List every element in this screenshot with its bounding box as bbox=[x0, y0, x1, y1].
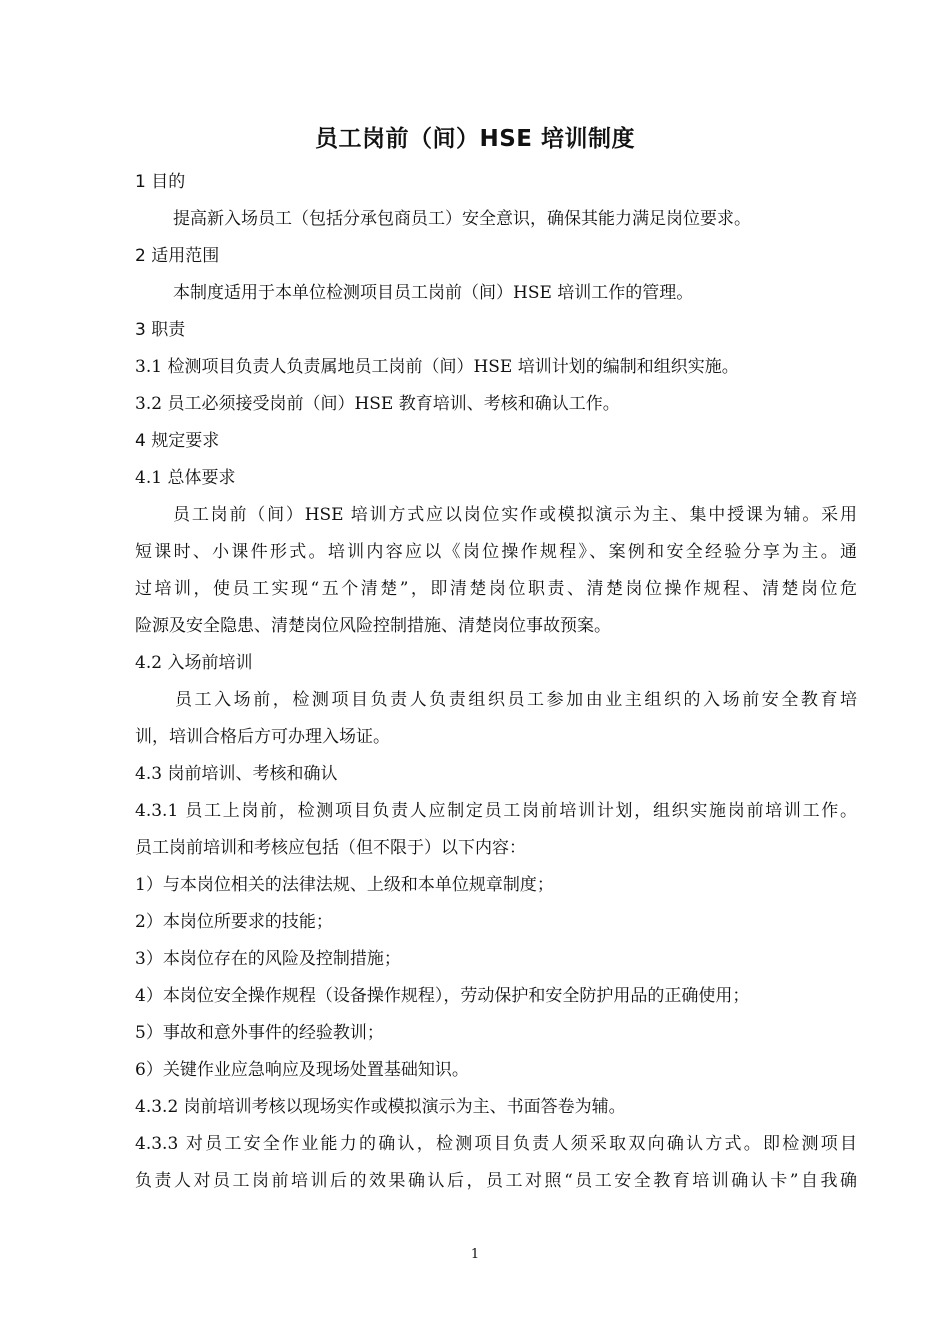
clause-3-1: 3.1 检测项目负责人负责属地员工岗前（间）HSE 培训计划的编制和组织实施。 bbox=[135, 357, 739, 377]
clause-4-3-1-line-2: 员工岗前培训和考核应包括（但不限于）以下内容： bbox=[135, 838, 526, 858]
section-heading-purpose: 1 目的 bbox=[135, 172, 186, 192]
list-item-5: 5）事故和意外事件的经验教训； bbox=[135, 1023, 384, 1043]
paragraph-4-1-line-1: 员工岗前（间）HSE 培训方式应以岗位实作或模拟演示为主、集中授课为辅。采用 bbox=[173, 505, 857, 525]
clause-4-3-3-line-1: 4.3.3 对员工安全作业能力的确认，检测项目负责人须采取双向确认方式。即检测项目 bbox=[135, 1134, 857, 1154]
paragraph-purpose: 提高新入场员工（包括分承包商员工）安全意识，确保其能力满足岗位要求。 bbox=[173, 209, 751, 229]
paragraph-4-2-line-2: 训，培训合格后方可办理入场证。 bbox=[135, 727, 390, 747]
section-heading-requirements: 4 规定要求 bbox=[135, 431, 220, 451]
clause-4-3-1-line-1: 4.3.1 员工上岗前，检测项目负责人应制定员工岗前培训计划，组织实施岗前培训工作。 bbox=[135, 801, 857, 821]
clause-3-2: 3.2 员工必须接受岗前（间）HSE 教育培训、考核和确认工作。 bbox=[135, 394, 620, 414]
clause-4-3-3-line-2: 负责人对员工岗前培训后的效果确认后，员工对照“员工安全教育培训确认卡”自我确 bbox=[135, 1171, 857, 1191]
paragraph-scope: 本制度适用于本单位检测项目员工岗前（间）HSE 培训工作的管理。 bbox=[173, 283, 694, 303]
subheading-4-1: 4.1 总体要求 bbox=[135, 468, 236, 488]
paragraph-4-2-line-1: 员工入场前，检测项目负责人负责组织员工参加由业主组织的入场前安全教育培 bbox=[175, 690, 857, 710]
paragraph-4-1-line-2: 短课时、小课件形式。培训内容应以《岗位操作规程》、案例和安全经验分享为主。通 bbox=[135, 542, 857, 562]
paragraph-4-1-line-4: 险源及安全隐患、清楚岗位风险控制措施、清楚岗位事故预案。 bbox=[135, 616, 611, 636]
document-title: 员工岗前（间）HSE 培训制度 bbox=[314, 126, 636, 152]
section-heading-scope: 2 适用范围 bbox=[135, 246, 220, 266]
section-heading-responsibilities: 3 职责 bbox=[135, 320, 186, 340]
clause-4-3-2: 4.3.2 岗前培训考核以现场实作或模拟演示为主、书面答卷为辅。 bbox=[135, 1097, 626, 1117]
subheading-4-3: 4.3 岗前培训、考核和确认 bbox=[135, 764, 338, 784]
list-item-1: 1）与本岗位相关的法律法规、上级和本单位规章制度； bbox=[135, 875, 554, 895]
page-number: 1 bbox=[470, 1247, 480, 1262]
document-body bbox=[135, 164, 857, 1200]
list-item-2: 2）本岗位所要求的技能； bbox=[135, 912, 333, 932]
paragraph-4-1-line-3: 过培训，使员工实现“五个清楚”，即清楚岗位职责、清楚岗位操作规程、清楚岗位危 bbox=[135, 579, 857, 599]
list-item-3: 3）本岗位存在的风险及控制措施； bbox=[135, 949, 401, 969]
list-item-6: 6）关键作业应急响应及现场处置基础知识。 bbox=[135, 1060, 469, 1080]
subheading-4-2: 4.2 入场前培训 bbox=[135, 653, 253, 673]
list-item-4: 4）本岗位安全操作规程（设备操作规程），劳动保护和安全防护用品的正确使用； bbox=[135, 986, 750, 1006]
